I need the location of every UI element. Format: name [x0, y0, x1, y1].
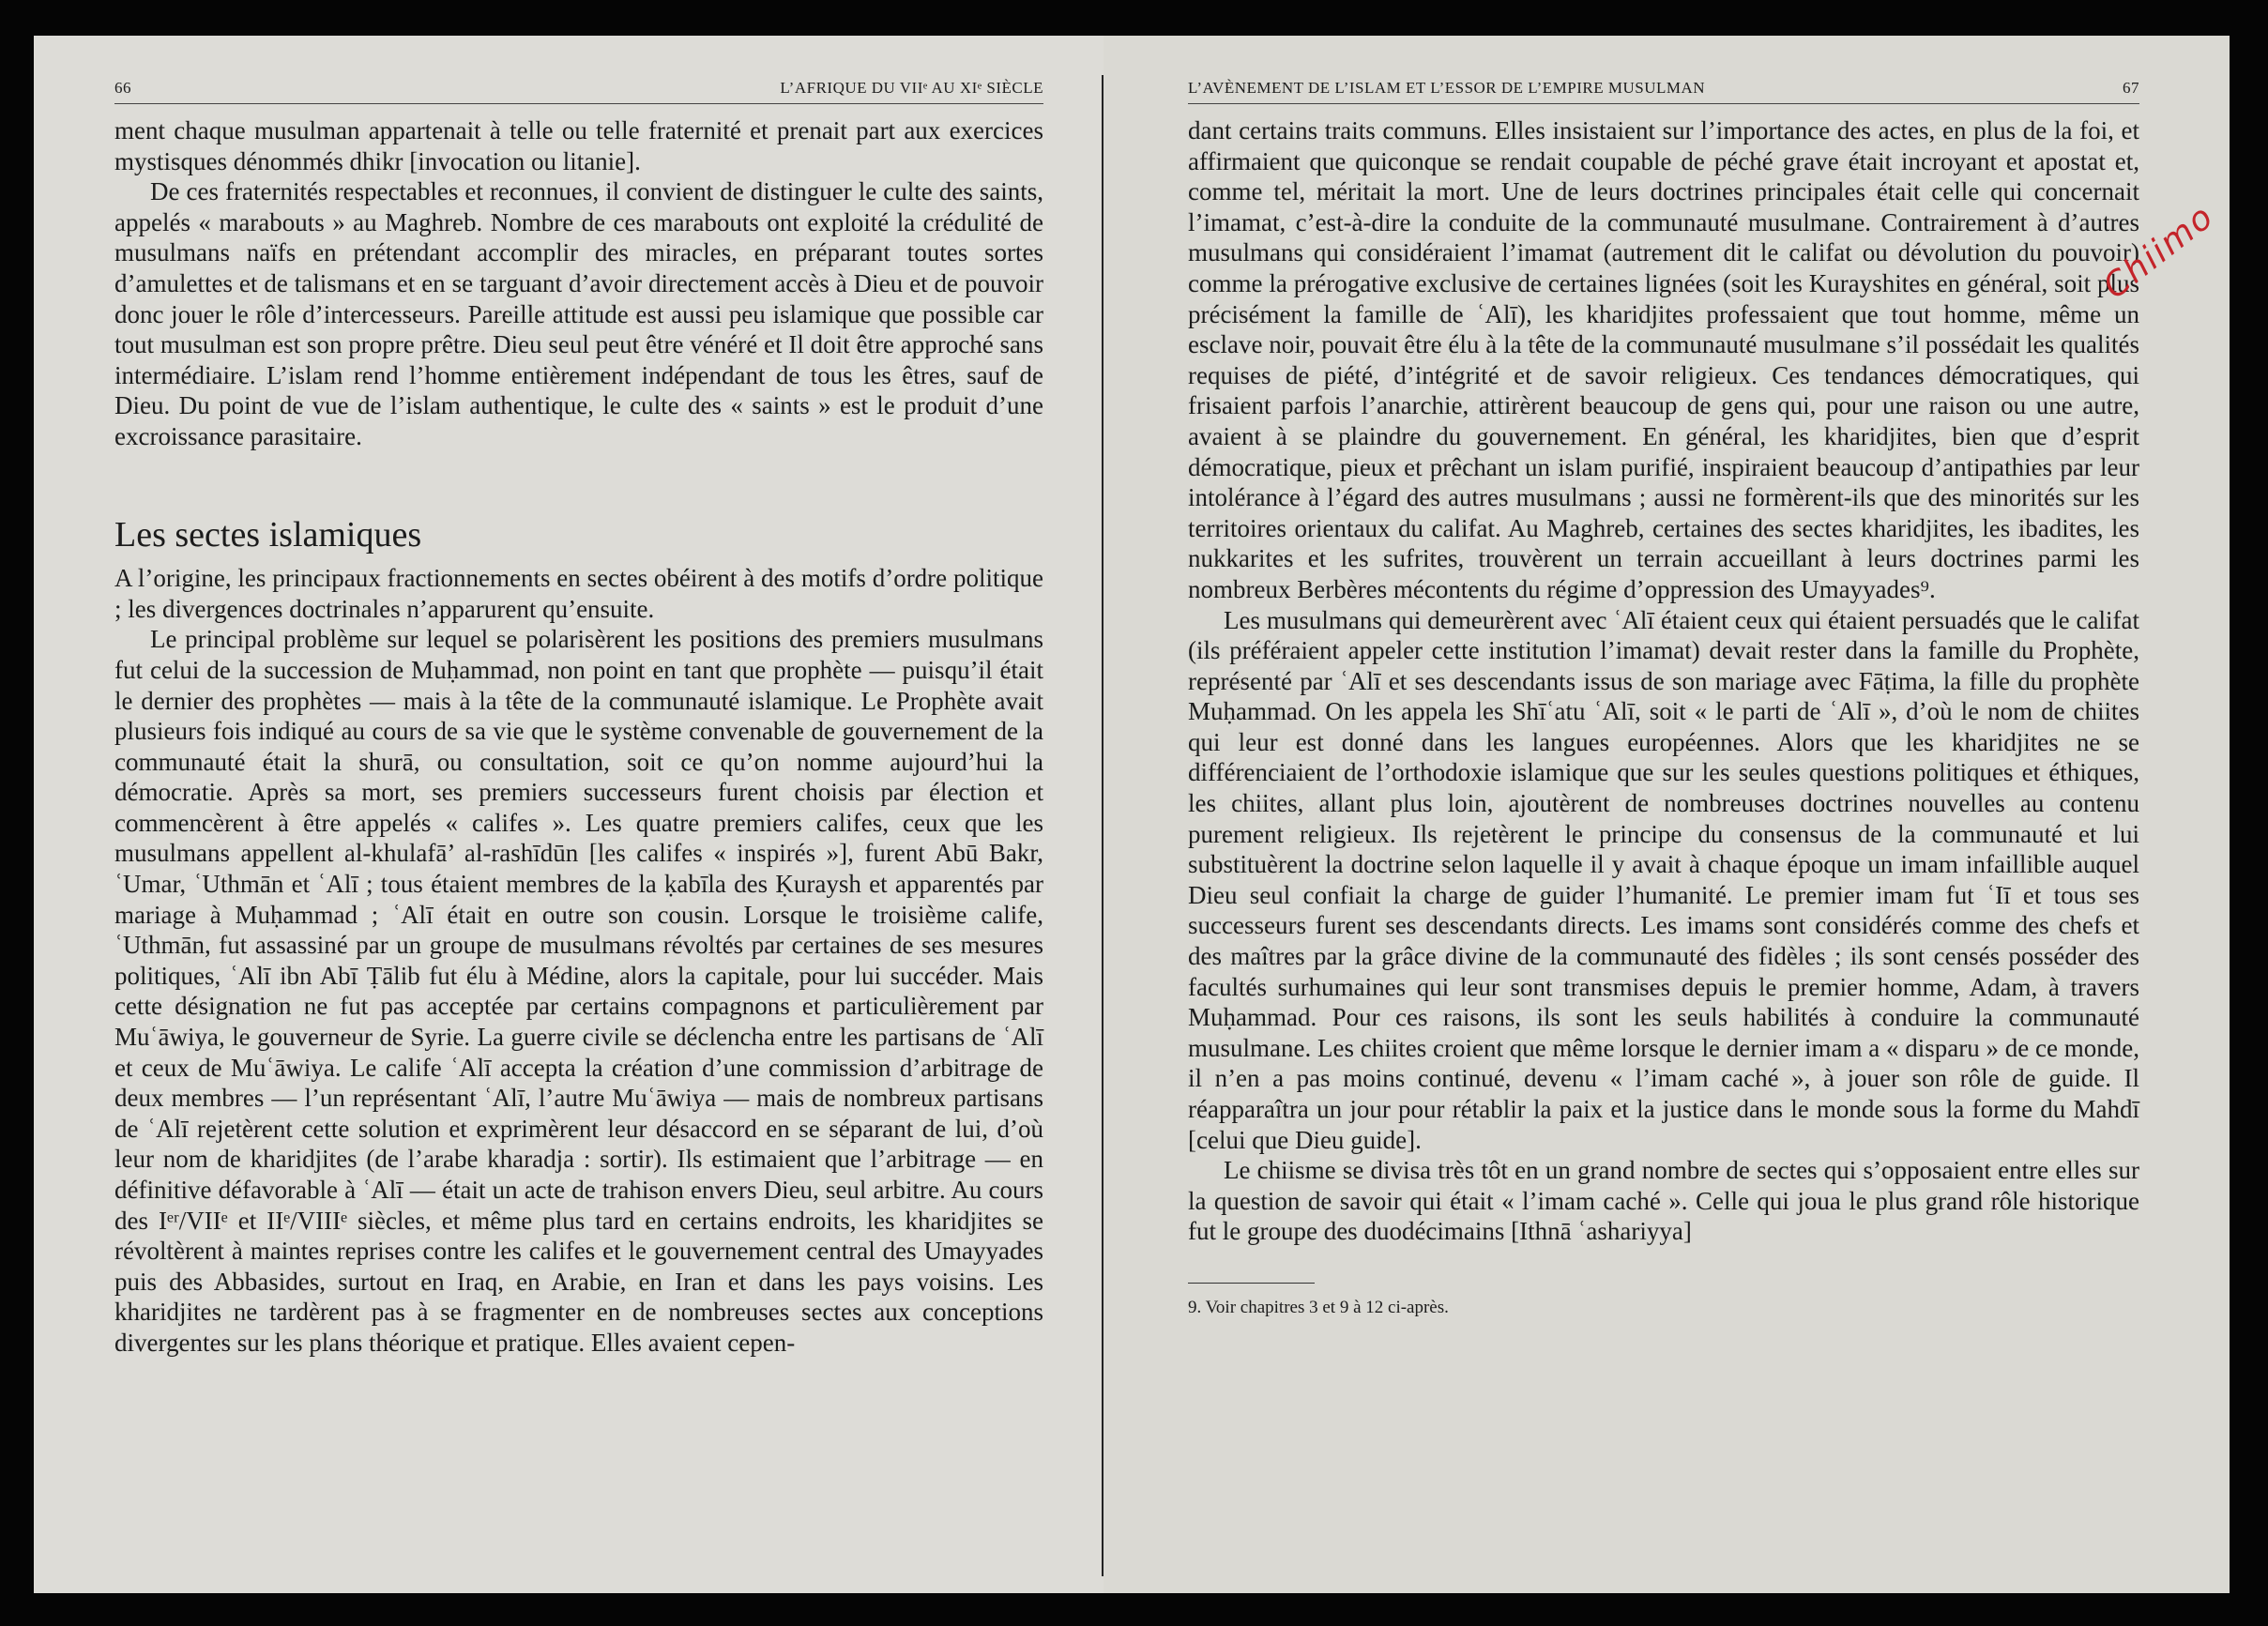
footnote-rule: [1188, 1283, 1315, 1284]
paragraph: De ces fraternités respectables et reconnues, il convient de distinguer le culte des saints, appelés « marabouts » au Maghreb. Nombre de ces marabouts ont exploité la crédulité de musulmans naïfs en prétendant accomplir des miracles, en préparant toutes sortes d’amulettes et de talismans et en se targuant d’avoir directement accès à Dieu et de pouvoir donc jouer le rôle d’intercesseurs. Pareille attitude est aussi peu islamique que possible car tout musulman est son propre prêtre. Dieu seul peut être vénéré et Il doit être approché sans intermédiaire. L’islam rend l’homme entièrement indépendant de tous les êtres, sauf de Dieu. Du point de vue de l’islam authentique, le culte des « saints » est le produit d’une excroissance parasitaire.: [114, 177, 1043, 450]
section-heading: Les sectes islamiques: [114, 514, 422, 555]
paragraph: Le chiisme se divisa très tôt en un grand nombre de sectes qui s’opposaient entre elles sur la question de savoir qui était « l’imam caché ». Celle qui joua le plus grand rôle historique fut le groupe des duodécimains [Ithnā ʿashariyya]: [1188, 1156, 2139, 1246]
right-page-number: 67: [2123, 79, 2139, 97]
left-body-text: [114, 115, 1043, 1359]
left-running-title: L’AFRIQUE DU VIIᵉ AU XIᵉ SIÈCLE: [780, 79, 1043, 97]
right-body-text: [1188, 115, 2139, 1247]
book-spread: [34, 36, 2230, 1593]
left-page: [34, 36, 1104, 1593]
paragraph: dant certains traits communs. Elles insistaient sur l’importance des actes, en plus de la foi, et affirmaient que quiconque se rendait coupable de péché grave était incroyant et apostat et, comme tel, méritait la mort. Une de leurs doctrines principales était celle qui concernait l’imamat, c’est-à-dire la conduite de la communauté musulmane. Contrairement à d’autres musulmans qui considéraient l’imamat (autrement dit le califat ou dévolution du pouvoir) comme la prérogative exclusive de certaines lignées (soit les Kurayshites en général, soit plus précisément la famille de ʿAlī), les kharidjites professaient que tout homme, même un esclave noir, pouvait être élu à la tête de la communauté musulmane s’il possédait les qualités requises de piété, d’intégrité et de savoir religieux. Ces tendances démocratiques, qui frisaient parfois l’anarchie, attirèrent beaucoup de gens qui, pour une raison ou une autre, avaient à se plaindre du gouvernement. En général, les kharidjites, bien que d’esprit démocratique, pieux et prêchant un islam purifié, inspiraient beaucoup d’antipathies par leur intolérance à l’égard des autres musulmans ; aussi ne formèrent-ils que des minorités sur les territoires orientaux du califat. Au Maghreb, certaines des sectes kharidjites, les ibadites, les nukkarites et les sufrites, trouvèrent un terrain accueillant à leurs doctrines parmi les nombreux Berbères mécontents du régime d’oppression des Umayyades⁹.: [1188, 116, 2139, 603]
right-running-header: [1188, 79, 2139, 104]
right-page: [1104, 36, 2230, 1593]
footnote: 9. Voir chapitres 3 et 9 à 12 ci-après.: [1188, 1297, 1449, 1317]
paragraph: Le principal problème sur lequel se polarisèrent les positions des premiers musulmans fut celui de la succession de Muḥammad, non point en tant que prophète — puisqu’il était le dernier des prophètes — mais à la tête de la communauté islamique. Le Prophète avait plusieurs fois indiqué au cours de sa vie que le système convenable de gouvernement de la communauté était la shurā, ou consultation, soit ce qu’on nomme aujourd’hui la démocratie. Après sa mort, ses premiers successeurs furent choisis par élection et commencèrent à être appelés « califes ». Les quatre premiers califes, ceux que les musulmans appellent al-khulafā’ al-rashīdūn [les califes « inspirés »], furent Abū Bakr, ʿUmar, ʿUthmān et ʿAlī ; tous étaient membres de la ḳabīla des Ḳuraysh et apparentés par mariage à Muḥammad ; ʿAlī était en outre son cousin. Lorsque le troisième calife, ʿUthmān, fut assassiné par un groupe de musulmans révoltés par certaines de ses mesures politiques, ʿAlī ibn Abī Ṭālib fut élu à Médine, alors la capitale, pour lui succéder. Mais cette désignation ne fut pas acceptée par certains compagnons et particulièrement par Muʿāwiya, le gouverneur de Syrie. La guerre civile se déclencha entre les partisans de ʿAlī et ceux de Muʿāwiya. Le calife ʿAlī accepta la création d’une commission d’arbitrage de deux membres — l’un représentant ʿAlī, l’autre Muʿāwiya — mais de nombreux partisans de ʿAlī rejetèrent cette solution et exprimèrent leur désaccord en se séparant de lui, d’où leur nom de kharidjites (de l’arabe kharadja : sortir). Ils estimaient que l’arbitrage — en définitive défavorable à ʿAlī — était un acte de trahison envers Dieu, seul arbitre. Au cours des Iᵉʳ/VIIᵉ et IIᵉ/VIIIᵉ siècles, et même plus tard en certains endroits, les kharidjites se révoltèrent à maintes reprises contre les califes et le gouvernement central des Umayyades puis des Abbasides, surtout en Iraq, en Arabie, en Iran et dans les pays voisins. Les kharidjites ne tardèrent pas à se fragmenter en de nombreuses sectes aux conceptions divergentes sur les plans théorique et pratique. Elles avaient cepen-: [114, 625, 1043, 1357]
handwritten-annotation: Chiimo: [2095, 197, 2222, 307]
left-page-number: 66: [114, 79, 131, 97]
paragraph: ment chaque musulman appartenait à telle ou telle fraternité et prenait part aux exercices mystisques dénommés dhikr [invocation ou litanie].: [114, 116, 1043, 175]
paragraph: Les musulmans qui demeurèrent avec ʿAlī étaient ceux qui étaient persuadés que le califat (ils préféraient appeler cette institution l’imamat) devait rester dans la famille du Prophète, représenté par ʿAlī et ses descendants issus de son mariage avec Fāṭima, la fille du prophète Muḥammad. On les appela les Shīʿatu ʿAlī, soit « le parti de ʿAlī », d’où le nom de chiites qui leur est donné dans les langues européennes. Alors que les kharidjites ne se différenciaient de l’orthodoxie islamique que sur les seules questions politiques et éthiques, les chiites, allant plus loin, ajoutèrent de nombreuses doctrines nouvelles au contenu purement religieux. Ils rejetèrent le principe du consensus de la communauté et lui substituèrent la doctrine selon laquelle il y avait à chaque époque un imam infaillible auquel Dieu seul confiait la charge de guider l’humanité. Le premier imam fut ʿIī et tous ses successeurs furent ses descendants directs. Les imams sont considérés comme des chefs et des maîtres par la grâce divine de la communauté des fidèles ; ils sont censés posséder des facultés surhumaines qui leur sont transmises depuis le premier homme, Adam, à travers Muḥammad. Pour ces raisons, ils sont les seuls habilités à conduire la communauté musulmane. Les chiites croient que même lorsque le dernier imam a « disparu » de ce monde, il n’en a pas moins continué, devenu « l’imam caché », à jouer son rôle de guide. Il réapparaîtra un jour pour rétablir la paix et la justice dans le monde sous la forme du Mahdī [celui que Dieu guide].: [1188, 605, 2139, 1154]
left-running-header: [114, 79, 1043, 104]
right-running-title: L’AVÈNEMENT DE L’ISLAM ET L’ESSOR DE L’EMPIRE MUSULMAN: [1188, 79, 1706, 97]
paragraph: A l’origine, les principaux fractionnements en sectes obéirent à des motifs d’ordre politique ; les divergences doctrinales n’apparurent qu’ensuite.: [114, 564, 1043, 623]
